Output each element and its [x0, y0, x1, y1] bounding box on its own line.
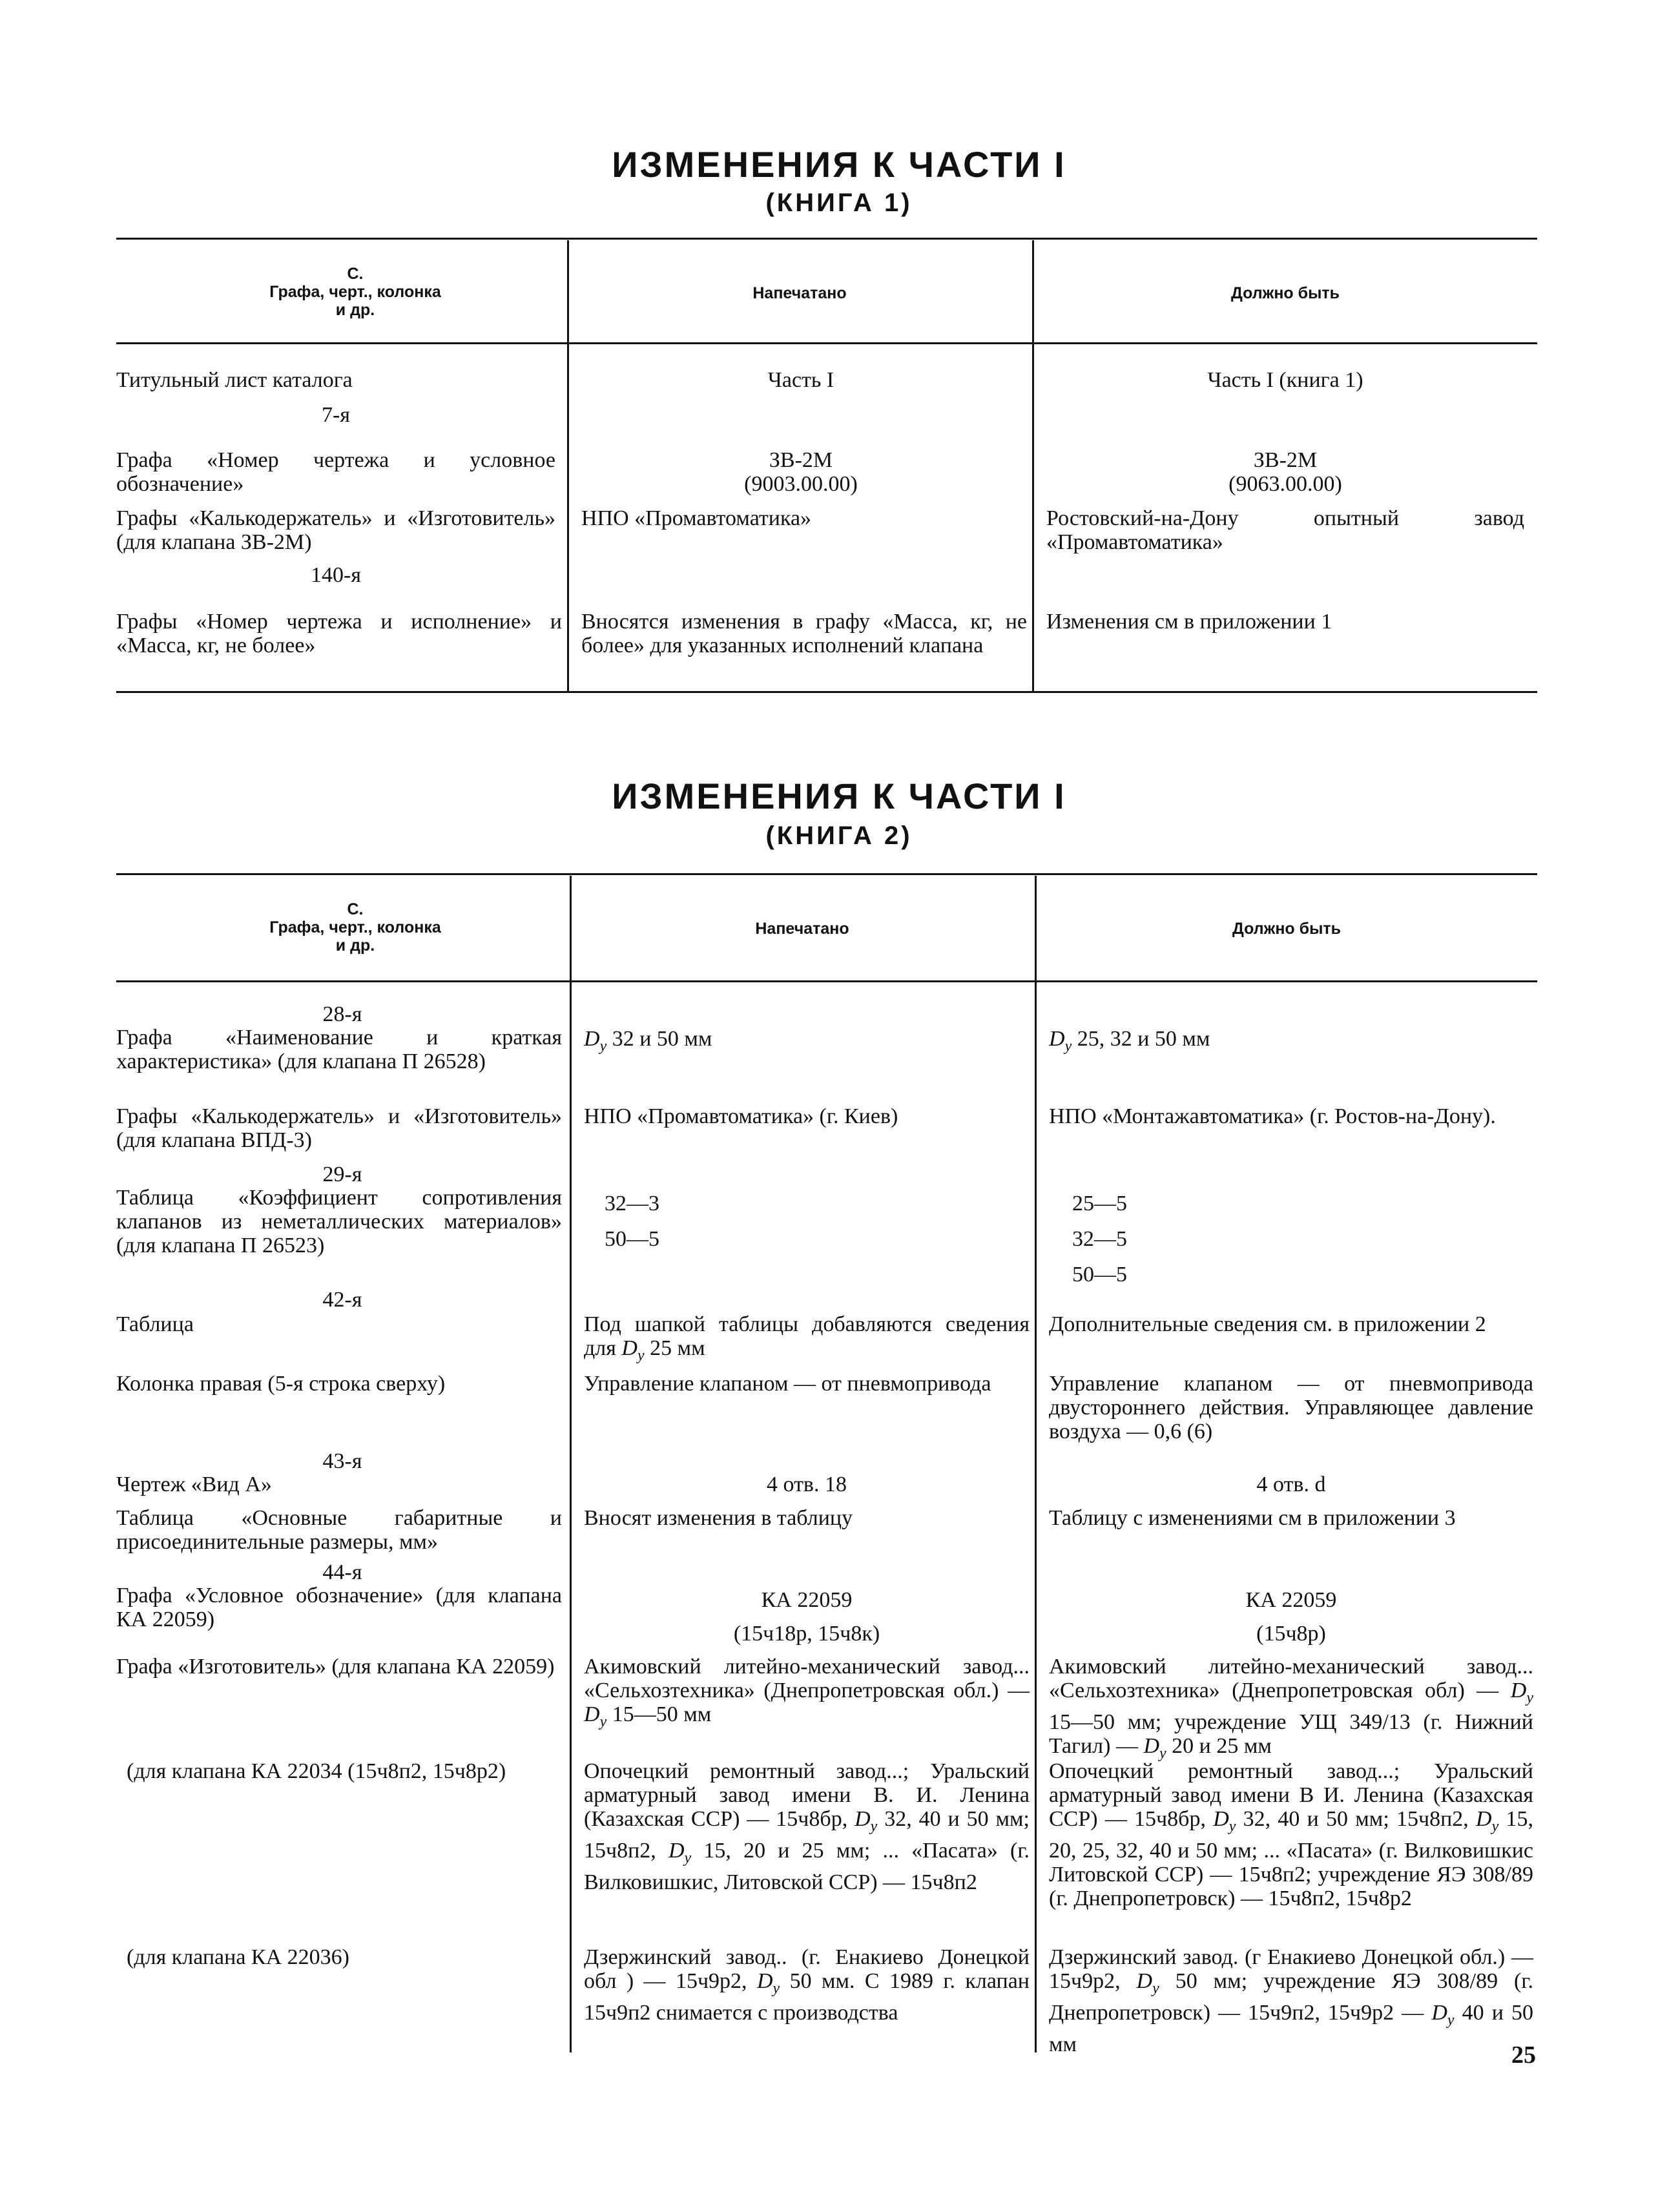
t1-page-marker: 7-я — [322, 403, 350, 427]
t2-r2-c3: НПО «Монтажавтоматика» (г. Ростов-на-Дону). — [1049, 1104, 1496, 1128]
t2-r7-c1: Колонка правая (5-я строка сверху) — [116, 1372, 446, 1396]
t1-r0-c2: Часть I — [767, 368, 834, 392]
t2-page-marker: 42-я — [322, 1288, 362, 1312]
t1-r5-c3: Изменения см в приложении 1 — [1046, 610, 1332, 634]
table1-divider-2 — [1032, 240, 1034, 691]
section1-subtitle: (КНИГА 1) — [765, 189, 913, 217]
table1-top-rule — [116, 238, 1537, 240]
t1-r2-c3: ЗВ-2М (9063.00.00) — [1228, 448, 1342, 496]
t2-page-marker: 28-я — [322, 1002, 362, 1026]
t2-r9-c3: 4 отв. d — [1256, 1473, 1326, 1496]
t1-r2-c2: ЗВ-2М (9003.00.00) — [744, 448, 858, 496]
t1-page-marker: 140-я — [311, 563, 361, 587]
section1-title: ИЗМЕНЕНИЯ К ЧАСТИ I — [612, 144, 1066, 185]
t2-r10-c3: Таблицу с изменениями см в приложении 3 — [1049, 1506, 1456, 1530]
section2-title: ИЗМЕНЕНИЯ К ЧАСТИ I — [612, 776, 1066, 816]
t1-r5-c1: Графы «Номер чертежа и исполнение» и «Масса, кг, не более» — [116, 610, 562, 657]
t2-r2-c1: Графы «Калькодержатель» и «Изготовитель» (для клапана ВПД-3) — [116, 1104, 562, 1152]
table2-divider-1 — [570, 876, 572, 2052]
t2-r6-c3: Дополнительные сведения см. в приложении 2 — [1049, 1312, 1486, 1336]
t2-r10-c2: Вносят изменения в таблицу — [584, 1506, 853, 1530]
t2-r14-c2: Опочецкий ремонтный завод...; Уральский арматурный завод имени В. И. Ленина (Казахская ССР) — 15ч8бр, $D_у$ 32, 40 и 50 мм; 15ч8п2, $D_у$ 15, 20 и 25 мм; ... «Пасата» (г. Вилковишкис, Литовской ССР) — 15ч8п2 — [584, 1759, 1030, 1894]
t1-r5-c2: Вносятся изменения в графу «Масса, кг, не более» для указанных исполнений клапана — [581, 610, 1027, 657]
t2-r6-c1: Таблица — [116, 1312, 194, 1336]
t2-r15-c2: Дзержинский завод.. (г. Енакиево Донецкой обл ) — 15ч9р2, $D_у$ 50 мм. С 1989 г. клапан 15ч9п2 снимается с производства — [584, 1945, 1030, 2025]
t1-r3-c2: НПО «Промавтоматика» — [581, 506, 812, 530]
t1-r0-c1: Титульный лист каталога — [116, 368, 353, 392]
t2-r12-c2: КА 22059 (15ч18р, 15ч8к) — [733, 1588, 880, 1646]
t2-r1-c1: Графа «Наименование и краткая характеристика» (для клапана П 26528) — [116, 1026, 562, 1073]
t2-r2-c2: НПО «Промавтоматика» (г. Киев) — [584, 1104, 898, 1128]
t2-r13-c2: Акимовский литейно-механический завод... «Сельхозтехника» (Днепропетровская обл.) — $D_у$ 15—50 мм — [584, 1655, 1030, 1730]
t2-r10-c1: Таблица «Основные габаритные и присоединительные размеры, мм» — [116, 1506, 562, 1554]
t2-r1-c3: $D_у$ 25, 32 и 50 мм — [1049, 1027, 1210, 1055]
t1-r3-c3: Ростовский-на-Дону опытный завод «Промавтоматика» — [1046, 506, 1524, 554]
t2-page-marker: 29-я — [322, 1163, 362, 1186]
t2-r14-c3: Опочецкий ремонтный завод...; Уральский арматурный завод имени В И. Ленина (Казахская ССР) — 15ч8бр, $D_у$ 32, 40 и 50 мм; 15ч8п2, $D_у$ 15, 20, 25, 32, 40 и 50 мм; ... «Пасата» (г. Вилковишкис Литовской ССР) — 15ч8п2; учреждение ЯЭ 308/89 (г. Днепропетровск) — 15ч8п2, 15ч8р2 — [1049, 1759, 1534, 1910]
page-number: 25 — [1511, 2041, 1536, 2069]
t2-r12-c1: Графа «Условное обозначение» (для клапана КА 22059) — [116, 1584, 562, 1631]
t1-r0-c3: Часть I (книга 1) — [1207, 368, 1363, 392]
table1-header-col3: Должно быть — [1230, 284, 1340, 302]
table2-header-col2: Напечатано — [755, 920, 849, 938]
table1-header-col1: С. Графа, черт., колонка и др. — [269, 265, 441, 319]
t2-r15-c3: Дзержинский завод. (г Енакиево Донецкой обл.) — 15ч9р2, $D_у$ 50 мм; учреждение ЯЭ 308/89 (г. Днепропетровск) — 15ч9п2, 15ч9р2 — $D_у$ 40 и 50 мм — [1049, 1945, 1533, 2056]
table2-top-rule — [116, 873, 1537, 875]
t2-r9-c1: Чертеж «Вид А» — [116, 1473, 272, 1496]
table1-header-rule — [116, 342, 1537, 344]
t2-r13-c1: Графа «Изготовитель» (для клапана КА 22059) — [116, 1655, 555, 1679]
t2-r4-c2: 32—3 50—5 — [605, 1192, 659, 1251]
t1-r2-c1: Графа «Номер чертежа и условное обозначение» — [116, 448, 555, 496]
section2-subtitle: (КНИГА 2) — [765, 822, 913, 850]
t2-r4-c1: Таблица «Коэффициент сопротивления клапанов из неметаллических материалов» (для клапана П 26523) — [116, 1186, 562, 1257]
table1-bottom-rule — [116, 691, 1537, 693]
t2-r1-c2: $D_у$ 32 и 50 мм — [584, 1027, 712, 1055]
t2-r7-c3: Управление клапаном — от пневмопривода двустороннего действия. Управляющее давление воздуха — 0,6 (6) — [1049, 1372, 1533, 1443]
t2-r4-c3: 25—5 32—5 50—5 — [1072, 1192, 1127, 1287]
table2-header-col3: Должно быть — [1232, 920, 1341, 938]
t1-r3-c1: Графы «Калькодержатель» и «Изготовитель» (для клапана ЗВ-2М) — [116, 506, 555, 554]
t2-r7-c2: Управление клапаном — от пневмопривода — [584, 1372, 991, 1396]
table2-divider-2 — [1035, 876, 1037, 2052]
table2-header-rule — [116, 980, 1537, 982]
table1-divider-1 — [567, 240, 569, 691]
t2-r6-c2: Под шапкой таблицы добавляются сведения для $D_у$ 25 мм — [584, 1312, 1030, 1364]
table1-header-col2: Напечатано — [752, 284, 847, 302]
t2-r9-c2: 4 отв. 18 — [767, 1473, 847, 1496]
t2-r12-c3: КА 22059 (15ч8р) — [1245, 1588, 1337, 1646]
t2-r15-c1: (для клапана КА 22036) — [127, 1945, 349, 1969]
t2-r14-c1: (для клапана КА 22034 (15ч8п2, 15ч8р2) — [127, 1759, 506, 1783]
t2-page-marker: 43-я — [322, 1449, 362, 1473]
t2-page-marker: 44-я — [322, 1560, 362, 1584]
t2-r13-c3: Акимовский литейно-механический завод... «Сельхозтехника» (Днепропетровская обл) — $D_у$ 15—50 мм; учреждение УЩ 349/13 (г. Нижний Тагил) — $D_у$ 20 и 25 мм — [1049, 1655, 1533, 1762]
table2-header-col1: С. Графа, черт., колонка и др. — [269, 900, 441, 955]
